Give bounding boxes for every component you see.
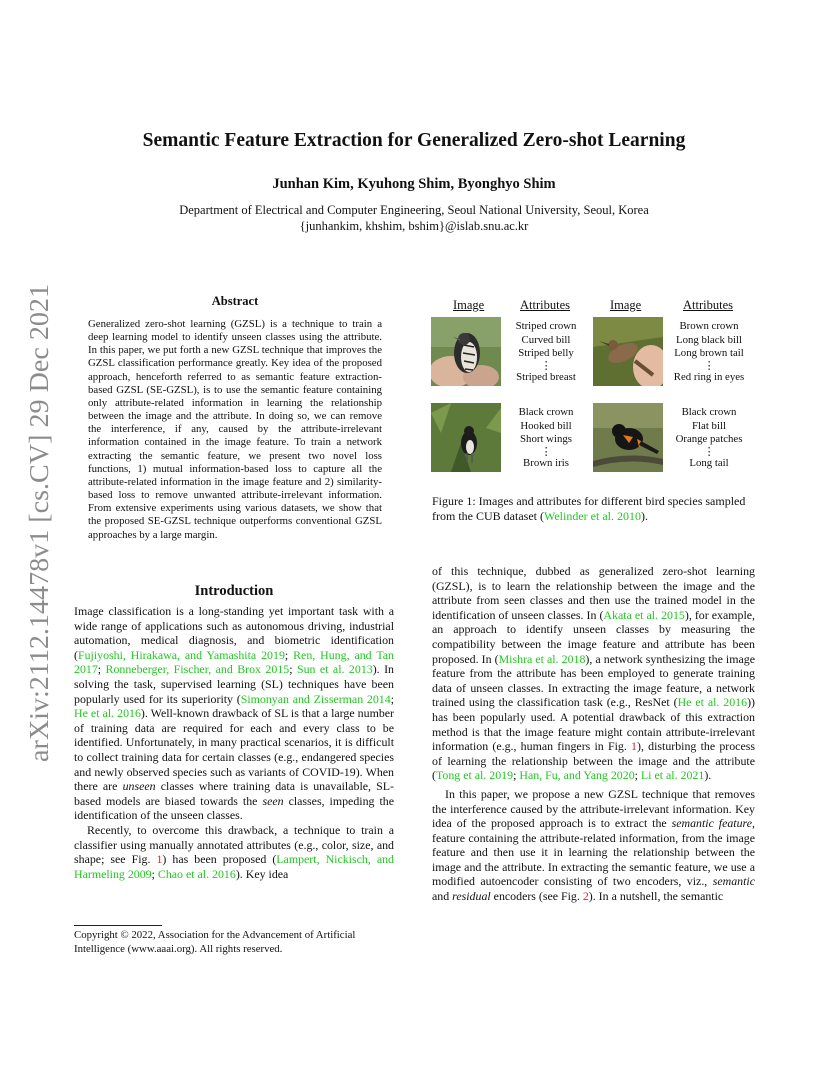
citation-link[interactable]: Han, Fu, and Yang 2020 [519,768,635,783]
figure-1-caption: Figure 1: Images and attributes for different bird species sampled from the CUB dataset (Welinder et al. 2010). [432,494,746,523]
attribute-item: Long tail [689,456,729,469]
right-column-body [432,564,755,904]
vertical-ellipsis: ⋮ [540,445,552,458]
author-list: Junhan Kim, Kyuhong Shim, Byonghyo Shim [272,176,556,192]
left-column-body [74,604,394,881]
attribute-item: Striped crown [515,320,577,332]
affiliation-emails: {junhankim, khshim, bshim}@islab.snu.ac.kr [299,218,529,233]
figure-reference-link[interactable]: 2 [582,889,589,904]
introduction-heading: Introduction [194,583,274,599]
bird-photo-brown-bird [593,317,663,386]
citation-link[interactable]: Fujiyoshi, Hirakawa, and Yamashita 2019 [77,647,285,662]
attribute-item: Brown crown [679,320,739,332]
arxiv-stamp [6,278,62,762]
figure-header-attributes-2: Attributes [683,298,733,312]
intro-paragraph-1: Image classification is a long-standing yet important task with a wide range of applications such as autonomous driving, industrial automation, medical diagnosis, and biometric identification (Fujiyoshi, Hirakawa, and Yamashita 2019; Ren, Hung, and Tan 2017; Ronneberger, Fischer, and Brox 2015; Sun et al. 2013). In solving the task, supervised learning (SL) techniques have been popularly used for its superiority (Simonyan and Zisserman 2014; He et al. 2016). Well-known drawback of SL is that a large number of training data are required for each and every class to be identified. Unfortunately, in many practical scenarios, it is difficult to collect training data for certain classes (e.g., endangered species and newly observed species such as variants of COVID-19). When there are unseen classes where training data is unavailable, SL-based models are biased towards the seen classes, impeding the identification of the unseen classes. [74,604,394,823]
attribute-list-1 [498,320,594,384]
vertical-ellipsis: ⋮ [703,445,715,458]
attribute-item: Striped breast [516,370,576,383]
emphasis: residual [452,889,491,904]
attribute-item: Red ring in eyes [673,370,745,383]
attribute-item: Hooked bill [520,419,572,432]
paper-title: Semantic Feature Extraction for Generalized Zero-shot Learning [142,130,686,151]
vertical-ellipsis: ⋮ [540,359,552,372]
citation-link[interactable]: He et al. 2016 [677,695,748,710]
bird-photo-redstart [593,403,663,472]
emphasis: seen [262,793,284,808]
citation-link[interactable]: Lampert, Nickisch, and Harmeling 2009 [74,852,394,881]
attribute-item: Long brown tail [674,347,744,359]
citation-link[interactable]: Ren, Hung, and Tan 2017 [74,647,394,677]
emphasis: unseen [122,779,156,794]
emphasis: semantic feature [671,816,753,831]
citation-link[interactable]: Akata et al. 2015 [603,607,685,622]
bird-photo-striped-warbler [431,317,501,386]
footnote-rule [74,925,162,926]
affiliation-institution: Department of Electrical and Computer Engineering, Seoul National University, Seoul, Korea [179,203,649,217]
figure-header-attributes-1: Attributes [520,298,570,312]
bird-photo-black-bird [431,403,501,472]
attribute-item: Striped belly [518,347,574,359]
affiliation [0,203,828,234]
vertical-ellipsis: ⋮ [703,359,715,372]
attribute-item: Curved bill [521,333,571,346]
attribute-item: Brown iris [523,456,569,469]
citation-link[interactable]: Welinder et al. 2010 [543,508,641,523]
intro-paragraph-3: of this technique, dubbed as generalized zero-shot learning (GZSL), is to learn the relationship between the image and the attribute from seen classes and then use the trained model in the identification of unseen classes. In (Akata et al. 2015), for example, an approach to identify unseen classes by measuring the compatibility between the image feature and attribute has been proposed. In (Mishra et al. 2018), a network synthesizing the image feature from the attribute has been employed to generate training data of unseen classes. In extracting the image feature, a network trained using the classification task (e.g., ResNet (He et al. 2016)) has been popularly used. A potential drawback of this extraction method is that the image feature might contain attribute-irrelevant information (e.g., human fingers in Fig. 1), disturbing the process of learning the relationship between the image and the attribute (Tong et al. 2019; Han, Fu, and Yang 2020; Li et al. 2021). [432,564,755,783]
citation-link[interactable]: Tong et al. 2019 [435,768,514,783]
attribute-item: Flat bill [692,419,726,432]
attribute-item: Short wings [520,433,572,445]
attribute-item: Long black bill [676,333,742,346]
figure-header-image-1: Image [453,298,485,312]
intro-paragraph-2: Recently, to overcome this drawback, a technique to train a classifier using manually annotated attributes (e.g., color, size, and shape; see Fig. 1) has been proposed (Lampert, Nickisch, and Harmeling 2009; Chao et al. 2016). Key idea [74,822,394,881]
citation-link[interactable]: Simonyan and Zisserman 2014 [240,691,391,706]
abstract-heading: Abstract [211,294,259,308]
citation-link[interactable]: Ronneberger, Fischer, and Brox 2015 [105,662,290,677]
emphasis: semantic [712,874,755,889]
arxiv-stamp-text: arXiv:2112.14478v1 [cs.CV] 29 Dec 2021 [24,302,54,762]
citation-link[interactable]: Li et al. 2021 [640,768,705,783]
attribute-item: Black crown [518,406,574,418]
attribute-list-3 [498,406,594,470]
citation-link[interactable]: He et al. 2016 [74,706,141,721]
figure-reference-link[interactable]: 1 [631,739,637,754]
copyright-notice: Copyright © 2022, Association for the Advancement of Artificial Intelligence (www.aaai.org). All rights reserved. [74,929,356,955]
attribute-list-2 [661,320,757,384]
attribute-item: Black crown [681,406,737,418]
attribute-list-4 [661,406,757,470]
abstract-text: Generalized zero-shot learning (GZSL) is a technique to train a deep learning model to identify unseen classes using the attribute. In this paper, we put forth a new GZSL technique that improves the GZSL classification performance greatly. Key idea of the proposed approach, henceforth referred to as semantic feature extraction-based GZSL (SE-GZSL), is to use the semantic feature containing only attribute-related information in learning the relationship between the image and the attribute. In doing so, we can remove the interference, if any, caused by the attribute-irrelevant information contained in the image feature. To train a network extracting the semantic feature, we present two novel loss functions, 1) mutual information-based loss to capture all the attribute-related information in the image feature and 2) similarity-based loss to remove unwanted attribute-irrelevant information. From extensive experiments using various datasets, we show that the proposed SE-GZSL technique outperforms conventional GZSL approaches by a large margin. [88,318,382,541]
figure-reference-link[interactable]: 1 [156,852,163,867]
citation-link[interactable]: Chao et al. 2016 [157,866,236,881]
attribute-item: Orange patches [675,433,743,445]
citation-link[interactable]: Mishra et al. 2018 [498,651,586,666]
figure-header-image-2: Image [610,298,642,312]
intro-paragraph-4: In this paper, we propose a new GZSL technique that removes the interference caused by the attribute-irrelevant information. Key idea of the proposed approach is to extract the semantic feature, feature containing the attribute-related information, from the image feature and then use it in learning the relationship between the image and the attribute. In extracting the semantic feature, we use a modified autoencoder consisting of two encoders, viz., semantic and residual encoders (see Fig. 2). In a nutshell, the semantic [432,786,755,904]
citation-link[interactable]: Sun et al. 2013 [296,662,373,677]
